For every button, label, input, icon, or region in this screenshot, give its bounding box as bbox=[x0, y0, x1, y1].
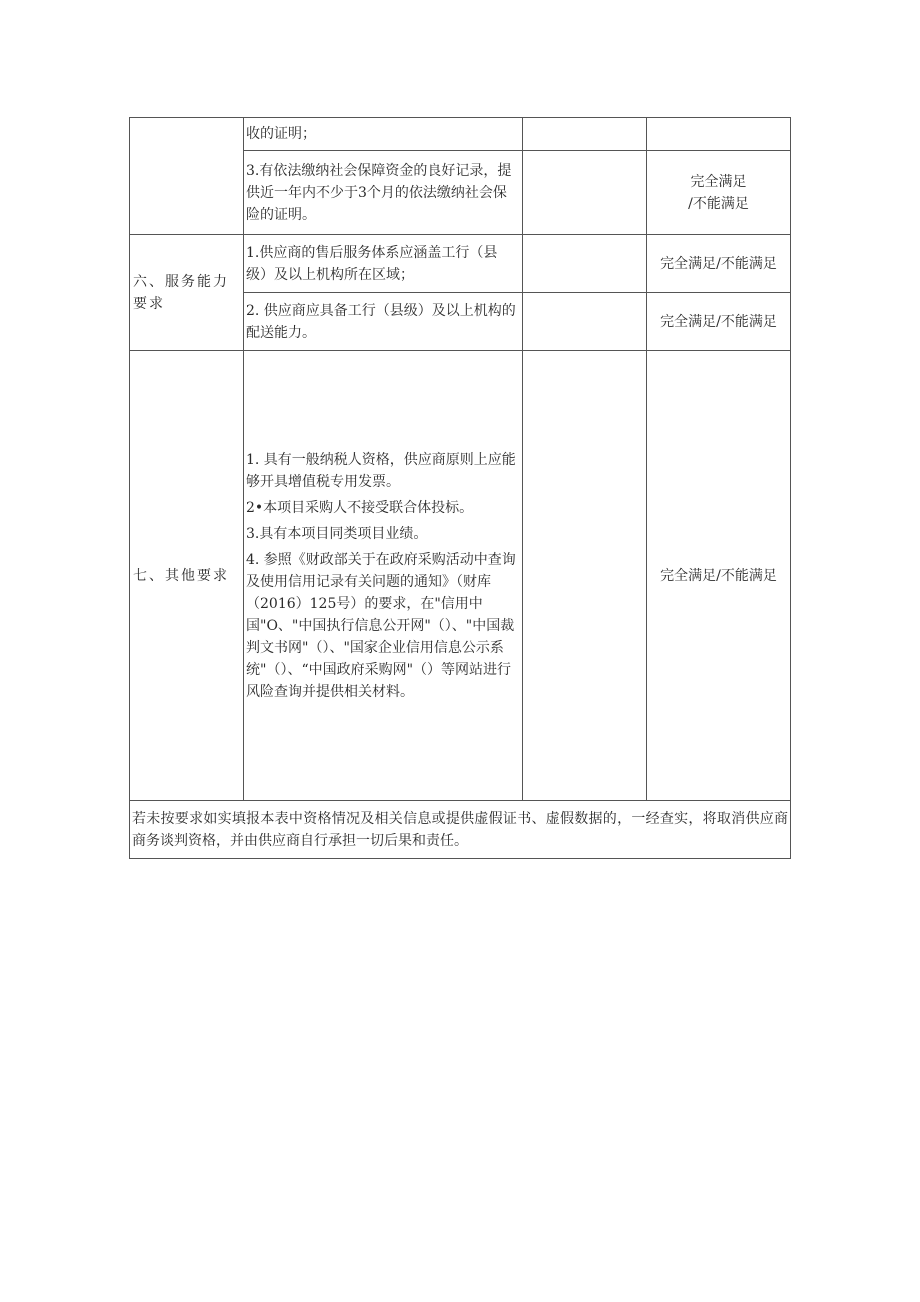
status-cell bbox=[647, 151, 791, 235]
section-title: 六、服务能力要求 bbox=[130, 235, 244, 351]
section-title: 七、其他要求 bbox=[130, 351, 244, 801]
requirement-list bbox=[244, 351, 523, 801]
list-item: 4. 参照《财政部关于在政府采购活动中查询及使用信用记录有关问题的通知》（财库（2016）125号）的要求，在"信用中国"O、"中国执行信息公开网"（）、"中国裁判文书网"（）、"国家企业信用信息公示系统"（）、“中国政府采购网"（）等网站进行风险查询并提供相关材料。 bbox=[246, 551, 516, 700]
response-cell bbox=[523, 293, 647, 351]
status-cell bbox=[647, 118, 791, 151]
status-cell: 完全满足/不能满足 bbox=[647, 351, 791, 801]
requirements-table bbox=[129, 117, 791, 859]
status-cell: 完全满足/不能满足 bbox=[647, 293, 791, 351]
list-item: 3.具有本项目同类项目业绩。 bbox=[246, 525, 428, 542]
response-cell bbox=[523, 151, 647, 235]
status-line: 完全满足 bbox=[690, 173, 747, 190]
requirement-text: 收的证明； bbox=[244, 118, 523, 151]
list-item: 1. 具有一般纳税人资格，供应商原则上应能够开具增值税专用发票。 bbox=[246, 451, 516, 490]
table-row bbox=[130, 351, 791, 801]
response-cell bbox=[523, 118, 647, 151]
table-row bbox=[130, 118, 791, 151]
table-row bbox=[130, 235, 791, 293]
list-item: 2•本项目采购人不接受联合体投标。 bbox=[246, 499, 474, 516]
response-cell bbox=[523, 235, 647, 293]
section-cell-empty bbox=[130, 118, 244, 235]
response-cell bbox=[523, 351, 647, 801]
requirement-text: 3.有依法缴纳社会保障资金的良好记录，提供近一年内不少于3个月的依法缴纳社会保险的证明。 bbox=[244, 151, 523, 235]
status-line: /不能满足 bbox=[688, 195, 749, 212]
status-cell: 完全满足/不能满足 bbox=[647, 235, 791, 293]
footer-note: 若未按要求如实填报本表中资格情况及相关信息或提供虚假证书、虚假数据的，一经查实，将取消供应商商务谈判资格，并由供应商自行承担一切后果和责任。 bbox=[130, 801, 791, 859]
table-row bbox=[130, 801, 791, 859]
requirement-text: 2. 供应商应具备工行（县级）及以上机构的配送能力。 bbox=[244, 293, 523, 351]
requirement-text: 1.供应商的售后服务体系应涵盖工行（县级）及以上机构所在区域； bbox=[244, 235, 523, 293]
